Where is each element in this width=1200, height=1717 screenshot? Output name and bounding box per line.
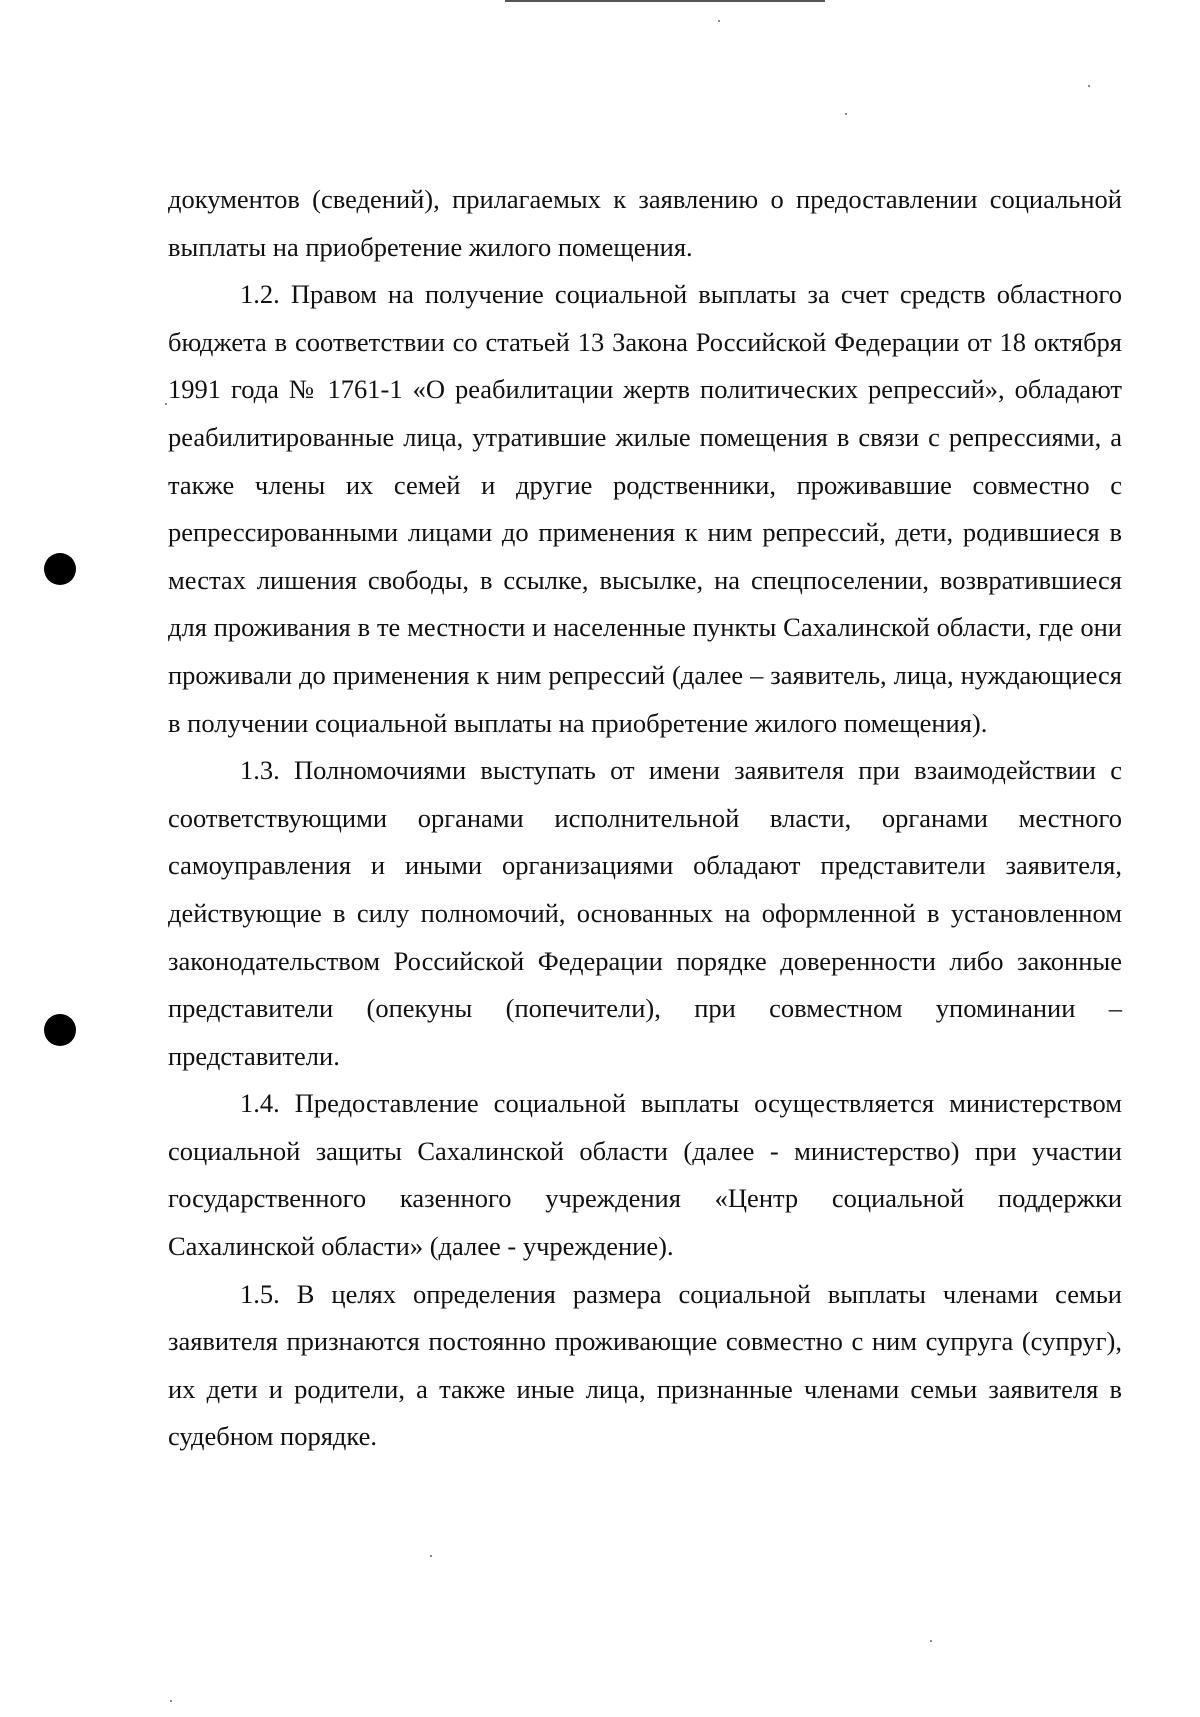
scan-speck <box>1088 85 1090 87</box>
scan-speck <box>165 403 167 405</box>
document-body <box>168 176 1122 1461</box>
binder-hole-top <box>44 553 76 585</box>
paragraph-1-5: 1.5. В целях определения размера социальной выплаты членами семьи заявителя признаются постоянно проживающие совместно с ним супруга (супруг), их дети и родители, а также иные лица, признанные членами семьи заявителя в судебном порядке. <box>168 1278 1122 1452</box>
scan-speck <box>718 20 720 22</box>
paragraph-continuation: документов (сведений), прилагаемых к заявлению о предоставлении социальной выплаты на приобретение жилого помещения. <box>168 184 1122 262</box>
binder-hole-bottom <box>44 1014 76 1046</box>
scan-speck <box>930 1640 932 1642</box>
paragraph-1-4: 1.4. Предоставление социальной выплаты осуществляется министерством социальной защиты Сахалинской области (далее - министерство) при участии государственного казенного учреждения «Центр социальной поддержки Сахалинской области» (далее - учреждение). <box>168 1088 1122 1262</box>
page-top-edge-line <box>505 0 825 2</box>
scan-speck <box>430 1555 432 1557</box>
scan-speck <box>170 1700 172 1702</box>
scan-speck <box>845 113 847 115</box>
paragraph-1-2: 1.2. Правом на получение социальной выплаты за счет средств областного бюджета в соответствии со статьей 13 Закона Российской Федерации от 18 октября 1991 года № 1761-1 «О реабилитации жертв политических репрессий», обладают реабилитированные лица, утратившие жилые помещения в связи с репрессиями, а также члены их семей и другие родственники, проживавшие совместно с репрессированными лицами до применения к ним репрессий, дети, родившиеся в местах лишения свободы, в ссылке, высылке, на спецпоселении, возвратившиеся для проживания в те местности и населенные пункты Сахалинской области, где они проживали до применения к ним репрессий (далее – заявитель, лица, нуждающиеся в получении социальной выплаты на приобретение жилого помещения). <box>168 279 1122 738</box>
paragraph-1-3: 1.3. Полномочиями выступать от имени заявителя при взаимодействии с соответствующими органами исполнительной власти, органами местного самоуправления и иными организациями обладают представители заявителя, действующие в силу полномочий, основанных на оформленной в установленном законодательством Российской Федерации порядке доверенности либо законные представители (опекуны (попечители), при совместном упоминании – представители. <box>168 755 1122 1071</box>
